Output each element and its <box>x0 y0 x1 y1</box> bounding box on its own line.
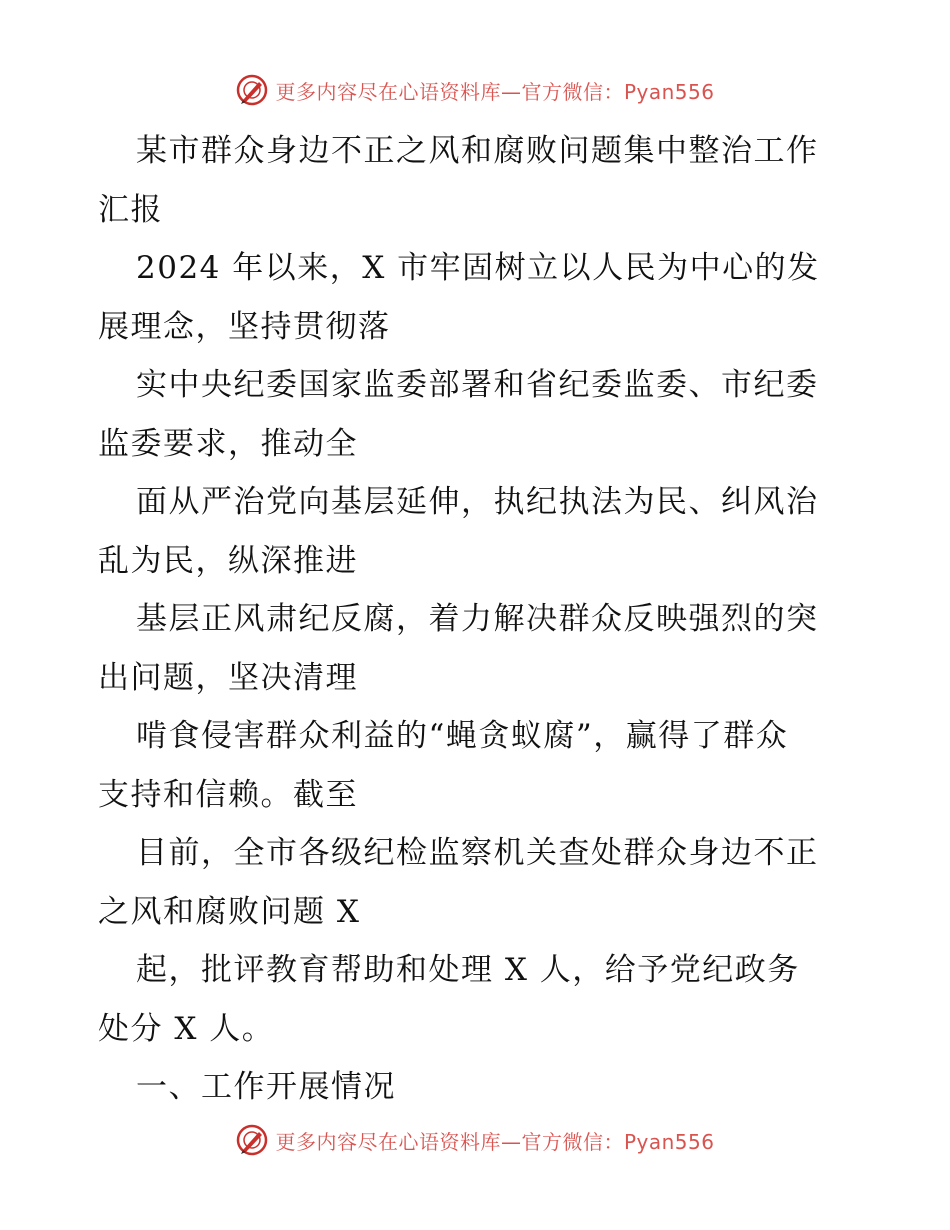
text-line: 展理念，坚持贯彻落 <box>98 308 391 345</box>
footer-banner <box>0 1120 950 1160</box>
text-line: 之风和腐败问题 X <box>98 893 361 930</box>
text-line: 面从严治党向基层延伸，执纪执法为民、纠风治 <box>136 484 819 520</box>
text-line: 啃食侵害群众利益的“蝇贪蚁腐”，赢得了群众 <box>136 718 789 754</box>
text-line: 乱为民，纵深推进 <box>98 542 358 579</box>
text-line: 某市群众身边不正之风和腐败问题集中整治工作 <box>136 133 819 169</box>
text-line: 目前，全市各级纪检监察机关查处群众身边不正 <box>136 835 819 871</box>
text-line: 起，批评教育帮助和处理 X 人，给予党纪政务 <box>136 952 800 988</box>
text-line: 2024 年以来，X 市牢固树立以人民为中心的发 <box>136 250 820 286</box>
banner-text: 更多内容尽在心语资料库—官方微信：Pyan556 <box>275 79 715 104</box>
header-banner <box>0 70 950 110</box>
text-line: 基层正风肃纪反腐，着力解决群众反映强烈的突 <box>136 601 819 637</box>
text-line: 汇报 <box>98 191 163 228</box>
text-line: 监委要求，推动全 <box>98 425 358 462</box>
text-line: 处分 X 人。 <box>98 1010 275 1047</box>
text-line: 支持和信赖。截至 <box>98 776 358 813</box>
document-text <box>98 122 858 1117</box>
pen-logo-icon <box>235 73 269 107</box>
text-line: 实中央纪委国家监委部署和省纪委监委、市纪委 <box>136 367 819 403</box>
text-line: 一、工作开展情况 <box>136 1069 396 1105</box>
text-line: 出问题，坚决清理 <box>98 659 358 696</box>
banner-text: 更多内容尽在心语资料库—官方微信：Pyan556 <box>275 1129 715 1154</box>
document-body <box>98 122 858 1117</box>
pen-logo-icon <box>235 1123 269 1157</box>
